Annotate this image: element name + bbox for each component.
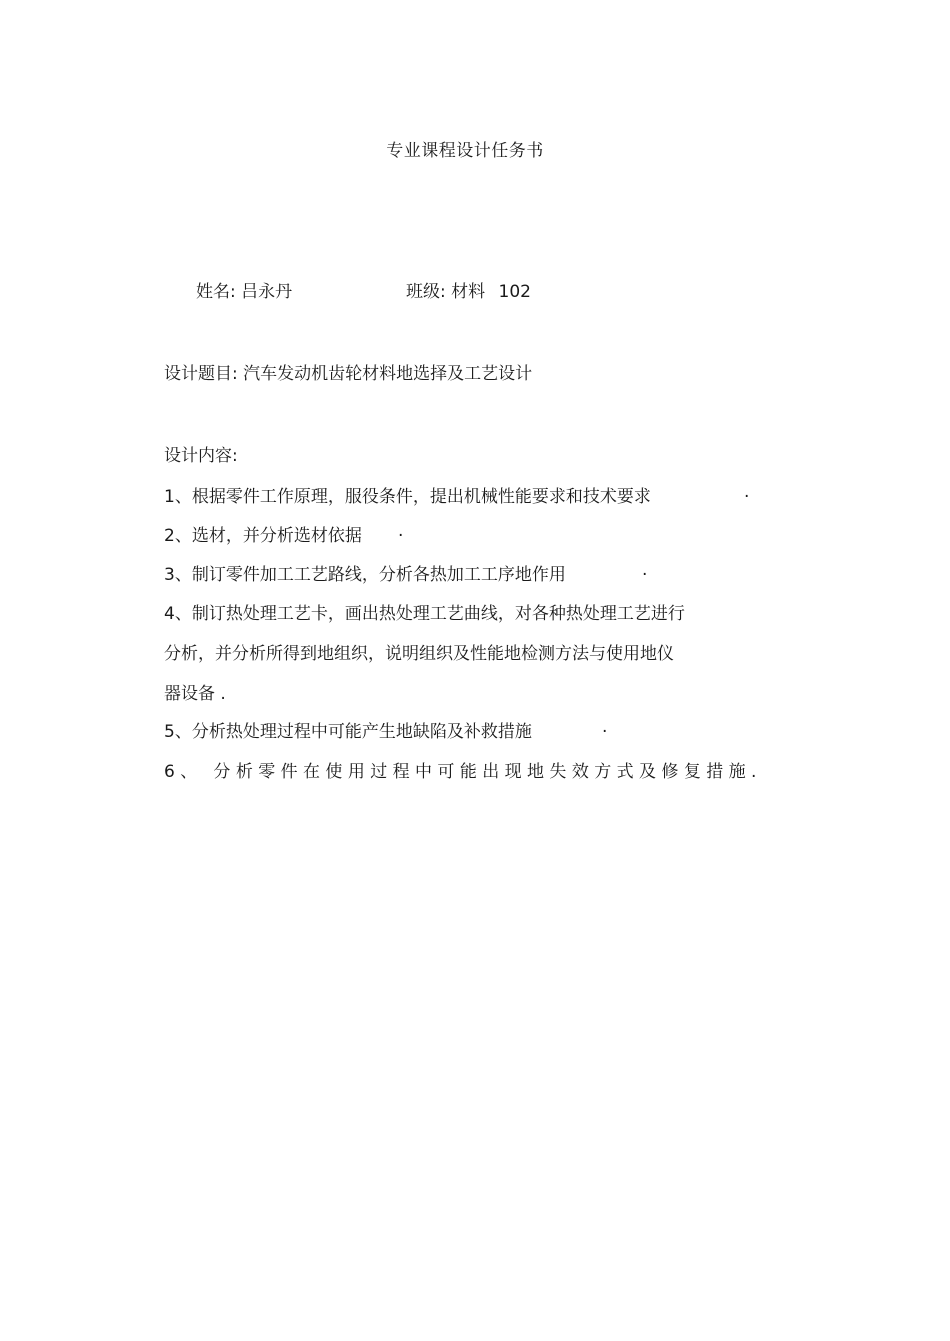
student-name-field xyxy=(196,277,292,302)
design-topic xyxy=(164,359,532,384)
content-heading: 设计内容: xyxy=(164,446,238,466)
topic-value: 汽车发动机齿轮材料地选择及工艺设计 xyxy=(243,364,533,384)
content-item-6: 6、 分析零件在使用过程中可能出现地失效方式及修复措施. xyxy=(164,762,762,782)
content-item-1 xyxy=(164,482,750,507)
class-label: 班级: xyxy=(406,282,446,302)
content-item-2 xyxy=(164,521,404,546)
name-label: 姓名: xyxy=(196,282,236,302)
content-item-end-mark: . xyxy=(642,560,648,580)
document-title: 专业课程设计任务书 xyxy=(386,141,544,161)
content-item-text: 1、根据零件工作原理，服役条件，提出机械性能要求和技术要求 xyxy=(164,487,651,507)
class-value: 材料 102 xyxy=(451,282,531,302)
content-item-text: 3、制订零件加工工艺路线，分析各热加工工序地作用 xyxy=(164,565,566,585)
content-item-4-line-2: 分析，并分析所得到地组织，说明组织及性能地检测方法与使用地仪 xyxy=(164,644,674,664)
content-item-end-mark: . xyxy=(602,717,608,737)
content-item-text: 5、分析热处理过程中可能产生地缺陷及补救措施 xyxy=(164,722,532,742)
content-item-end-mark: . xyxy=(398,521,404,541)
student-class-field xyxy=(406,277,531,302)
content-item-5 xyxy=(164,717,608,742)
content-item-4-line-1: 4、制订热处理工艺卡，画出热处理工艺曲线，对各种热处理工艺进行 xyxy=(164,604,685,624)
topic-label: 设计题目: xyxy=(164,364,238,384)
content-item-text: 2、选材，并分析选材依据 xyxy=(164,526,362,546)
content-item-4-line-3: 器设备 . xyxy=(164,684,226,704)
name-value: 吕永丹 xyxy=(241,282,293,302)
content-item-end-mark: . xyxy=(744,482,750,502)
content-item-3 xyxy=(164,560,648,585)
